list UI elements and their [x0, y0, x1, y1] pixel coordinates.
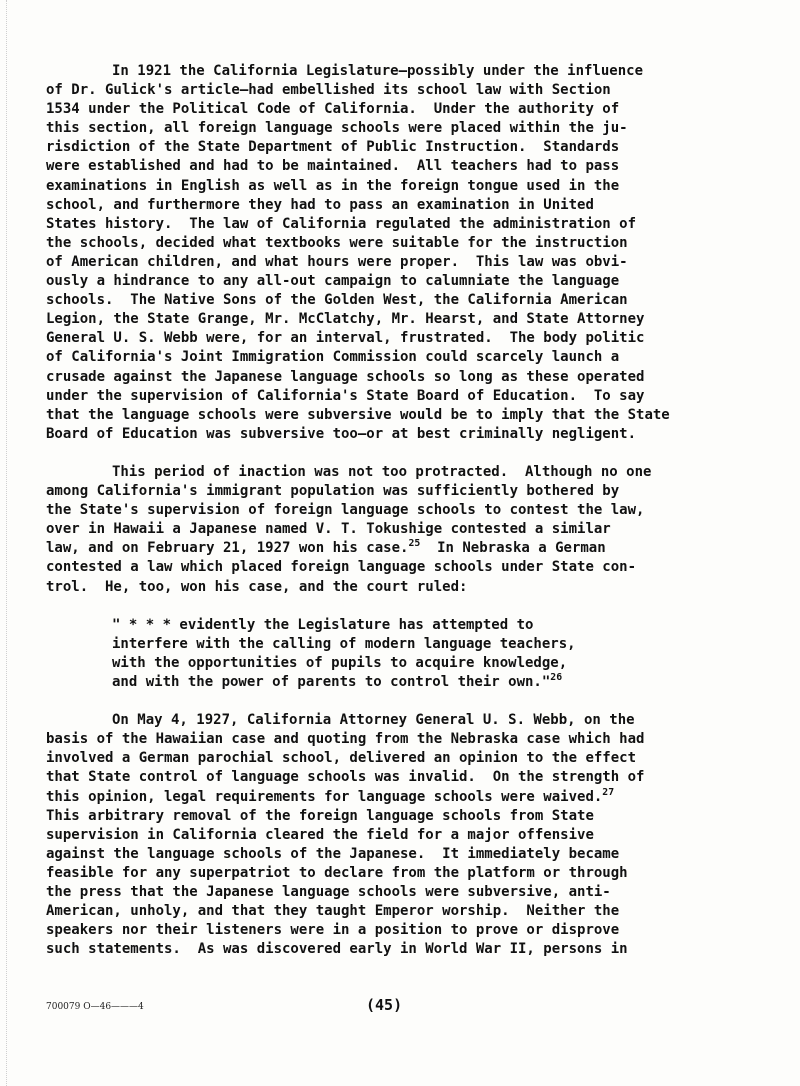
text-line: involved a German parochial school, delivered an opinion to the effect: [46, 750, 637, 767]
text-line: the State's supervision of foreign language schools to contest the law,: [46, 502, 645, 519]
footnote-ref-26: 26: [550, 672, 563, 683]
text-line: General U. S. Webb were, for an interval, frustrated. The body politic: [46, 330, 645, 347]
quote-line: interfere with the calling of modern language teachers,: [112, 635, 576, 652]
paragraph-gap: [46, 597, 736, 616]
text-line: of American children, and what hours were proper. This law was obvi-: [46, 253, 628, 270]
text-line: trol. He, too, won his case, and the court ruled:: [46, 578, 468, 595]
text-line: This period of inaction was not too protracted. Although no one: [112, 463, 652, 480]
text-line: that the language schools were subversive would be to imply that the State: [46, 406, 670, 423]
block-quote: [46, 616, 736, 692]
text-segment: law, and on February 21, 1927 won his case.: [46, 540, 409, 557]
quote-line: " * * * evidently the Legislature has attempted to: [112, 616, 534, 633]
footnote-ref-27: 27: [602, 786, 615, 798]
text-line: examinations in English as well as in the foreign tongue used in the: [46, 177, 620, 194]
text-line: of Dr. Gulick's article—had embellished its school law with Section: [46, 82, 611, 99]
quote-line: [46, 673, 736, 692]
quote-line: with the opportunities of pupils to acquire knowledge,: [112, 654, 568, 671]
text-line: school, and furthermore they had to pass an examination in United: [46, 196, 594, 213]
text-line: risdiction of the State Department of Public Instruction. Standards: [46, 139, 620, 156]
scan-edge: [6, 0, 8, 1086]
text-line: that State control of language schools was invalid. On the strength of: [46, 769, 645, 786]
text-segment: In Nebraska a German: [420, 540, 606, 557]
print-code: 700079 O—46———4: [46, 1002, 144, 1012]
text-line: States history. The law of California regulated the administration of: [46, 215, 637, 232]
paragraph-2: [46, 463, 736, 597]
paragraph-gap: [46, 692, 736, 711]
text-line: On May 4, 1927, California Attorney General U. S. Webb, on the: [112, 712, 635, 729]
text-line: Legion, the State Grange, Mr. McClatchy, Mr. Hearst, and State Attorney: [46, 311, 645, 328]
text-line: [46, 539, 736, 558]
text-line: against the language schools of the Japanese. It immediately became: [46, 845, 620, 862]
text-line: crusade against the Japanese language schools so long as these operated: [46, 368, 645, 385]
text-line: the schools, decided what textbooks were suitable for the instruction: [46, 234, 628, 251]
text-line: such statements. As was discovered early in World War II, persons in: [46, 941, 628, 958]
text-line: 1534 under the Political Code of California. Under the authority of: [46, 101, 620, 118]
text-line: ously a hindrance to any all-out campaign to calumniate the language: [46, 273, 620, 290]
text-line: were established and had to be maintained. All teachers had to pass: [46, 158, 620, 175]
text-line: the press that the Japanese language schools were subversive, anti-: [46, 884, 611, 901]
text-line: of California's Joint Immigration Commission could scarcely launch a: [46, 349, 620, 366]
text-line: American, unholy, and that they taught Emperor worship. Neither the: [46, 903, 620, 920]
paragraph-gap: [46, 444, 736, 463]
text-line: over in Hawaii a Japanese named V. T. Tokushige contested a similar: [46, 521, 611, 538]
text-line: contested a law which placed foreign language schools under State con-: [46, 559, 637, 576]
text-line: speakers nor their listeners were in a position to prove or disprove: [46, 922, 620, 939]
text-line: feasible for any superpatriot to declare from the platform or through: [46, 864, 628, 881]
text-line: In 1921 the California Legislature—possibly under the influence: [112, 63, 644, 79]
text-segment: this opinion, legal requirements for language schools were waived.: [46, 788, 603, 805]
text-line: schools. The Native Sons of the Golden West, the California American: [46, 292, 628, 309]
text-line: supervision in California cleared the field for a major offensive: [46, 826, 594, 843]
paragraph-1: [46, 62, 736, 444]
text-segment: and with the power of parents to control their own.": [112, 674, 551, 690]
page-number: (45): [366, 996, 403, 1014]
text-line: basis of the Hawaiian case and quoting from the Nebraska case which had: [46, 731, 645, 748]
footnote-ref-25: 25: [408, 538, 421, 550]
paragraph-3: [46, 711, 736, 959]
text-line: Board of Education was subversive too—or at best criminally negligent.: [46, 425, 637, 442]
text-line: under the supervision of California's State Board of Education. To say: [46, 387, 645, 404]
text-line: among California's immigrant population was sufficiently bothered by: [46, 483, 620, 500]
text-line: This arbitrary removal of the foreign language schools from State: [46, 807, 594, 824]
text-line: this section, all foreign language schools were placed within the ju-: [46, 120, 628, 137]
body-text: [46, 62, 736, 959]
text-line: [46, 788, 736, 807]
